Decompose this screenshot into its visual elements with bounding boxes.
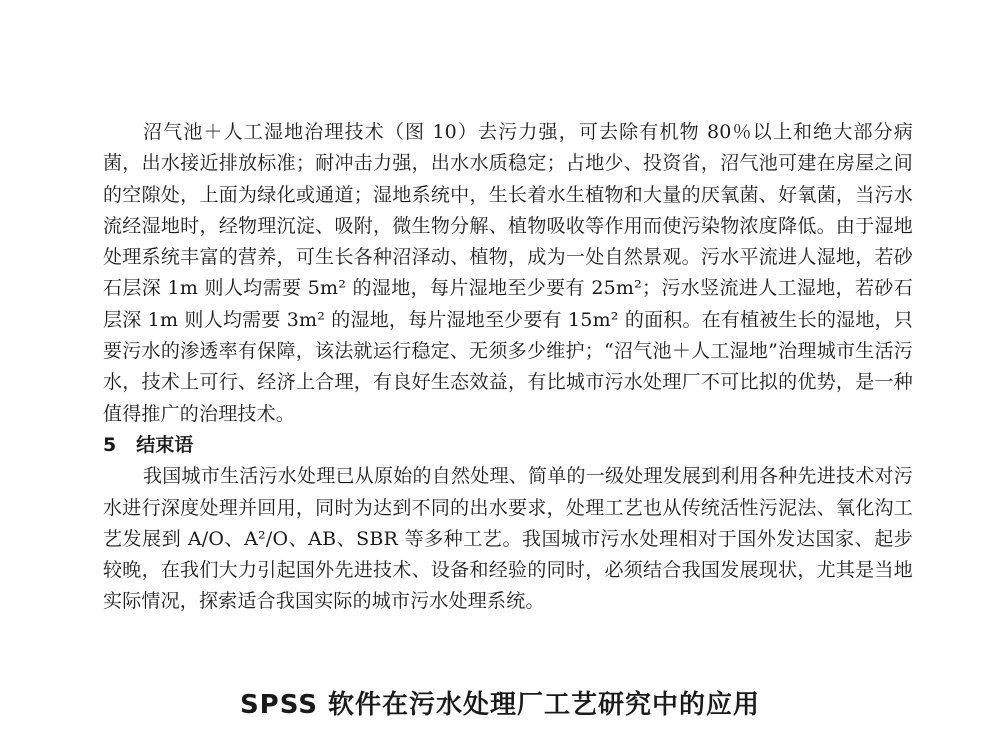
body-paragraph-conclusion: 我国城市生活污水处理已从原始的自然处理、简单的一级处理发展到利用各种先进技术对污水进行深度处理并回用，同时为达到不同的出水要求，处理工艺也从传统活性污泥法、氧化沟工艺发展到 A/O、A²/O、AB、SBR 等多种工艺。我国城市污水处理相对于国外发达国家、起步较晚，在我们大力引起国外先进技术、设备和经验的同时，必须结合我国发展现状，尤其是当地实际情况，探索适合我国实际的城市污水处理系统。 <box>103 465 913 613</box>
body-paragraph-wetland-technology: 沼气池＋人工湿地治理技术（图 10）去污力强，可去除有机物 80％以上和绝大部分病菌，出水接近排放标准；耐冲击力强，出水水质稳定；占地少、投资省，沼气池可建在房屋之间的空隙处，上面为绿化或通道；湿地系统中，生长着水生植物和大量的厌氧菌、好氧菌，当污水流经湿地时，经物理沉淀、吸附，微生物分解、植物吸收等作用而使污染物浓度降低。由于湿地处理系统丰富的营养，可生长各种沼泽动、植物，成为一处自然景观。污水平流进人湿地，若砂石层深 1m 则人均需要 5m² 的湿地，每片湿地至少要有 25m²；污水竖流进人工湿地，若砂石层深 1m 则人均需要 3m² 的湿地，每片湿地至少要有 15m² 的面积。在有植被生长的湿地，只要污水的渗透率有保障，该法就运行稳定、无须多少维护；“沼气池＋人工湿地”治理城市生活污水，技术上可行、经济上合理，有良好生态效益，有比城市污水处理厂不可比拟的优势，是一种值得推广的治理技术。 <box>103 121 913 425</box>
section-number: 5 <box>103 433 117 456</box>
next-article-title: SPSS 软件在污水处理厂工艺研究中的应用 <box>239 690 761 720</box>
section-title: 结束语 <box>136 433 194 456</box>
article-body <box>103 117 913 618</box>
section-heading <box>103 430 913 461</box>
